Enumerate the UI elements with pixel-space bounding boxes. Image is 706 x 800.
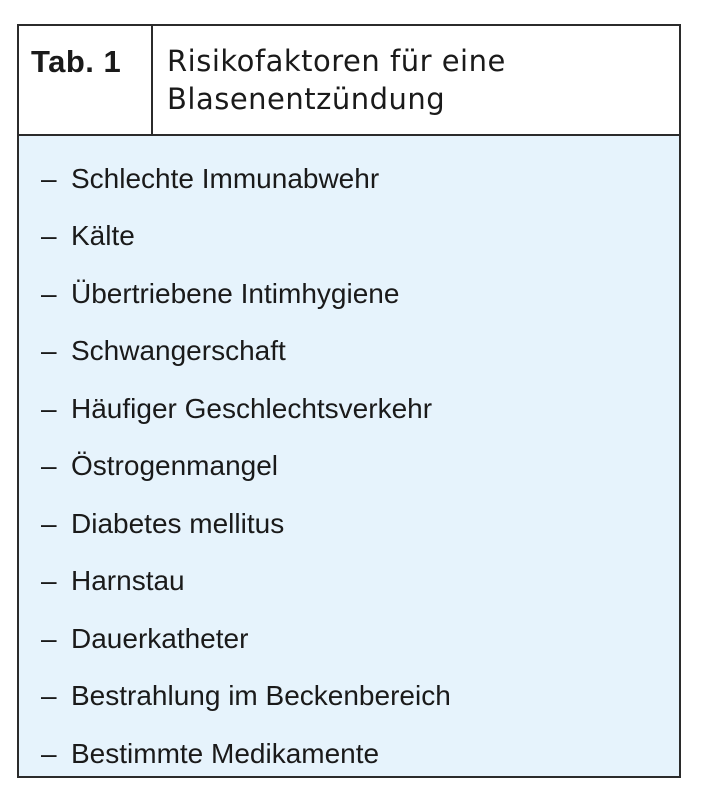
list-item-text: Kälte [71, 220, 135, 252]
dash-bullet: – [41, 737, 57, 769]
dash-bullet: – [41, 335, 57, 367]
table-body [19, 136, 679, 776]
list-item [41, 323, 679, 381]
list-item-text: Häufiger Geschlechtsverkehr [71, 392, 433, 424]
list-item-text: Harnstau [71, 565, 185, 597]
dash-bullet: – [41, 277, 57, 309]
dash-bullet: – [41, 450, 57, 482]
dash-bullet: – [41, 680, 57, 712]
list-item-text: Diabetes mellitus [71, 507, 285, 539]
dash-bullet: – [41, 392, 57, 424]
dash-bullet: – [41, 162, 57, 194]
list-item [41, 380, 679, 438]
list-item-text: Bestimmte Medikamente [71, 737, 380, 769]
table-title-line-2: Blasenentzündung [167, 82, 446, 116]
risk-factors-table [17, 24, 681, 778]
dash-bullet: – [41, 622, 57, 654]
list-item-text: Schlechte Immunabwehr [71, 162, 380, 194]
table-label: Tab. 1 [19, 26, 153, 134]
list-item [41, 610, 679, 668]
list-item-text: Schwangerschaft [71, 335, 286, 367]
risk-factor-list [41, 150, 679, 783]
list-item [41, 265, 679, 323]
dash-bullet: – [41, 220, 57, 252]
table-title [153, 26, 679, 134]
list-item [41, 438, 679, 496]
list-item [41, 495, 679, 553]
dash-bullet: – [41, 507, 57, 539]
list-item-text: Östrogenmangel [71, 450, 279, 482]
list-item-text: Bestrahlung im Beckenbereich [71, 680, 451, 712]
list-item [41, 668, 679, 726]
list-item [41, 150, 679, 208]
list-item [41, 208, 679, 266]
table-header [19, 26, 679, 136]
table-title-line-1: Risikofaktoren für eine [167, 44, 506, 78]
dash-bullet: – [41, 565, 57, 597]
list-item [41, 725, 679, 783]
list-item [41, 553, 679, 611]
list-item-text: Dauerkatheter [71, 622, 249, 654]
list-item-text: Übertriebene Intimhygiene [71, 277, 400, 309]
